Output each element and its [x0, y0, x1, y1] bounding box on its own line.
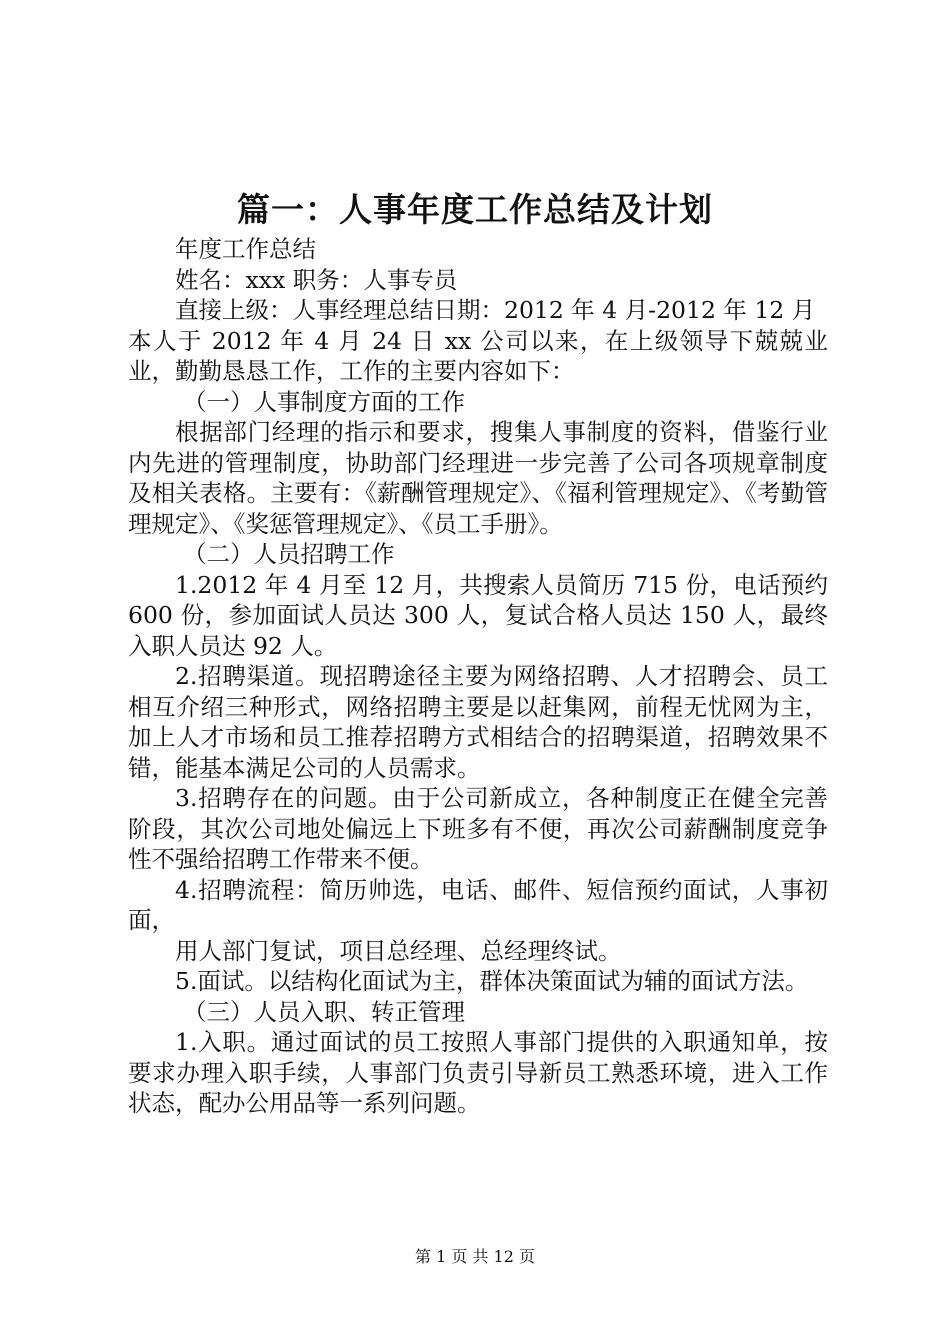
- paragraph: 4.招聘流程：简历帅选，电话、邮件、短信预约面试，人事初面，: [128, 875, 828, 934]
- document-body: [128, 234, 828, 1119]
- paragraph: 用人部门复试，项目总经理、总经理终试。: [175, 936, 622, 965]
- paragraph: 姓名：xxx 职务：人事专员: [175, 265, 458, 294]
- paragraph: 本人于 2012 年 4 月 24 日 xx 公司以来，在上级领导下兢兢业业，勤勤恳恳工作，工作的主要内容如下：: [128, 326, 828, 385]
- document-title: 篇一：人事年度工作总结及计划: [237, 190, 713, 229]
- paragraph: 1.2012 年 4 月至 12 月，共搜索人员简历 715 份，电话预约 600 份，参加面试人员达 300 人，复试合格人员达 150 人，最终入职人员达 92 人。: [128, 570, 828, 660]
- paragraph: 根据部门经理的指示和要求，搜集人事制度的资料，借鉴行业内先进的管理制度，协助部门经理进一步完善了公司各项规章制度及相关表格。主要有：《薪酬管理规定》、《福利管理规定》、《考勤管理规定》、《奖惩管理规定》、《员工手册》。: [128, 418, 828, 538]
- paragraph: 2.招聘渠道。现招聘途径主要为网络招聘、人才招聘会、员工相互介绍三种形式，网络招聘主要是以赶集网，前程无忧网为主，加上人才市场和员工推荐招聘方式相结合的招聘渠道，招聘效果不错，能基本满足公司的人员需求。: [128, 662, 828, 782]
- section-heading: （一）人事制度方面的工作: [183, 387, 465, 416]
- section-heading: （二）人员招聘工作: [183, 540, 395, 568]
- paragraph: 5.面试。以结构化面试为主，群体决策面试为辅的面试方法。: [175, 967, 809, 995]
- paragraph: 直接上级：人事经理总结日期：2012 年 4 月-2012 年 12 月: [175, 296, 816, 324]
- section-heading: （三）人员入职、转正管理: [183, 997, 465, 1026]
- paragraph: 1.入职。通过面试的员工按照人事部门提供的入职通知单，按要求办理入职手续，人事部门负责引导新员工熟悉环境，进入工作状态，配办公用品等一系列问题。: [128, 1028, 828, 1117]
- page-footer: 第 1 页 共 12 页: [415, 1247, 535, 1266]
- paragraph: 3.招聘存在的问题。由于公司新成立，各种制度正在健全完善阶段，其次公司地处偏远上下班多有不便，再次公司薪酬制度竞争性不强给招聘工作带来不便。: [128, 784, 828, 873]
- paragraph: 年度工作总结: [175, 235, 316, 263]
